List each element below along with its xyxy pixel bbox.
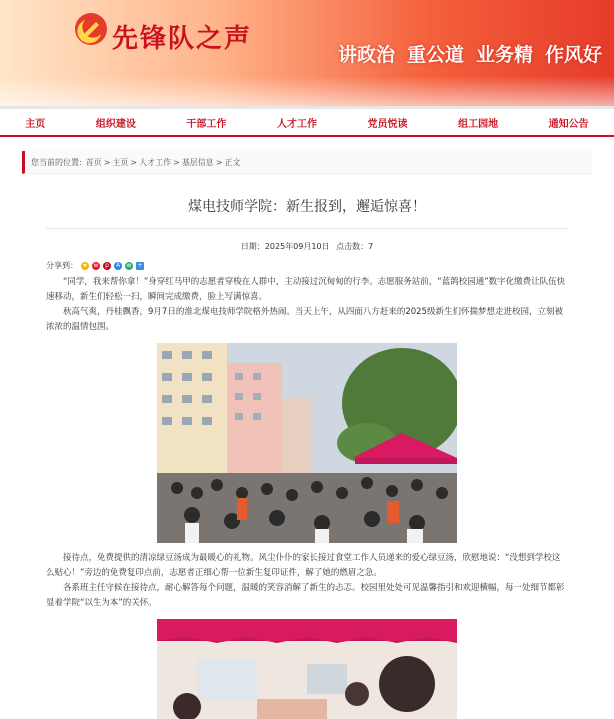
breadcrumb-item-grassroots[interactable]: 基层信息: [181, 157, 214, 167]
party-emblem-icon: [74, 12, 108, 46]
people-icon[interactable]: A: [115, 261, 121, 269]
breadcrumb-item-talent[interactable]: 人才工作: [139, 157, 172, 167]
breadcrumb-separator: >: [173, 157, 180, 167]
article-paragraph: 各系班主任守候在接待点，耐心解答每个问题，温暖的笑容消解了新生的忐忑。校园里处处可见温馨指引和欢迎横幅，每一处细节都彰显着学院“以生为本”的关怀。: [46, 583, 565, 608]
wechat-icon[interactable]: w: [126, 261, 132, 269]
article: [0, 196, 614, 719]
clicks-label: 点击数：: [336, 242, 369, 251]
main-nav: [0, 106, 614, 137]
nav-item-garden[interactable]: 组工园地: [458, 118, 499, 130]
nav-item-talent[interactable]: 人才工作: [276, 118, 317, 130]
share-label: 分享到：: [46, 261, 78, 270]
photo-campus-registration: [157, 343, 457, 543]
breadcrumb-item-home[interactable]: 首页: [85, 157, 102, 167]
article-title: 煤电技师学院：新生报到，邂逅惊喜！: [188, 199, 426, 215]
article-date: 2025年09月10日: [264, 242, 330, 251]
site-title: 先锋队之声: [112, 24, 253, 54]
slogan: 重公道: [406, 44, 464, 66]
nav-item-reading[interactable]: 党员悦读: [367, 118, 408, 130]
nav-item-notice[interactable]: 通知公告: [548, 118, 589, 130]
breadcrumb-item-current: 正文: [224, 157, 241, 167]
breadcrumb-separator: >: [103, 157, 111, 167]
date-label: 日期：: [240, 242, 265, 251]
breadcrumb-separator: >: [130, 157, 138, 167]
photo-reception-desk-image: [157, 619, 457, 719]
weibo-icon[interactable]: w: [93, 261, 99, 269]
article-meta: [22, 241, 592, 252]
nav-item-cadre[interactable]: 干部工作: [186, 118, 227, 130]
slogan: 业务精: [475, 44, 533, 66]
plus-icon[interactable]: +: [137, 261, 143, 269]
nav-item-home[interactable]: 主页: [25, 118, 46, 130]
breadcrumb-item-main[interactable]: 主页: [112, 157, 129, 167]
title-divider: [46, 228, 568, 229]
article-paragraph: 秋高气爽，丹桂飘香，9月7日的淮北煤电技师学院格外热闹。当天上午，从四面八方赶来的2025级新生们怀揣梦想走进校园，立刻被浓浓的温情包围。: [46, 307, 563, 332]
breadcrumb-separator: >: [215, 157, 223, 167]
qzone-star-icon[interactable]: ★: [82, 261, 88, 269]
slogans: [338, 40, 602, 67]
click-count: 7: [368, 242, 374, 251]
article-paragraph: “同学，我来帮你拿！”身穿红马甲的志愿者穿梭在人群中，主动接过沉甸甸的行李。志愿服务站前，“蓝鸽校园通”数字化缴费让队伍快速移动，新生们轻松一扫，瞬间完成缴费，脸上写满惊喜。: [46, 277, 566, 302]
site-banner: [0, 0, 614, 106]
nav-item-organization[interactable]: 组织建设: [95, 118, 136, 130]
photo-campus-registration-image: [157, 343, 457, 543]
share-bar: [22, 260, 592, 271]
slogan: 讲政治: [337, 44, 395, 66]
breadcrumb: [22, 151, 592, 174]
slogan: 作风好: [544, 44, 602, 66]
article-paragraph: 接待点，免费提供的清凉绿豆汤成为最暖心的礼物。风尘仆仆的家长接过食堂工作人员递来的爱心绿豆汤，欣慰地说：“没想到学校这么贴心！”旁边的免费复印点前，志愿者正细心帮一位新生复印证件，解了她的燃眉之急。: [46, 553, 561, 578]
pinterest-icon[interactable]: p: [103, 262, 111, 270]
photo-reception-desk: [157, 619, 457, 719]
breadcrumb-label: 您当前的位置:: [31, 157, 82, 167]
